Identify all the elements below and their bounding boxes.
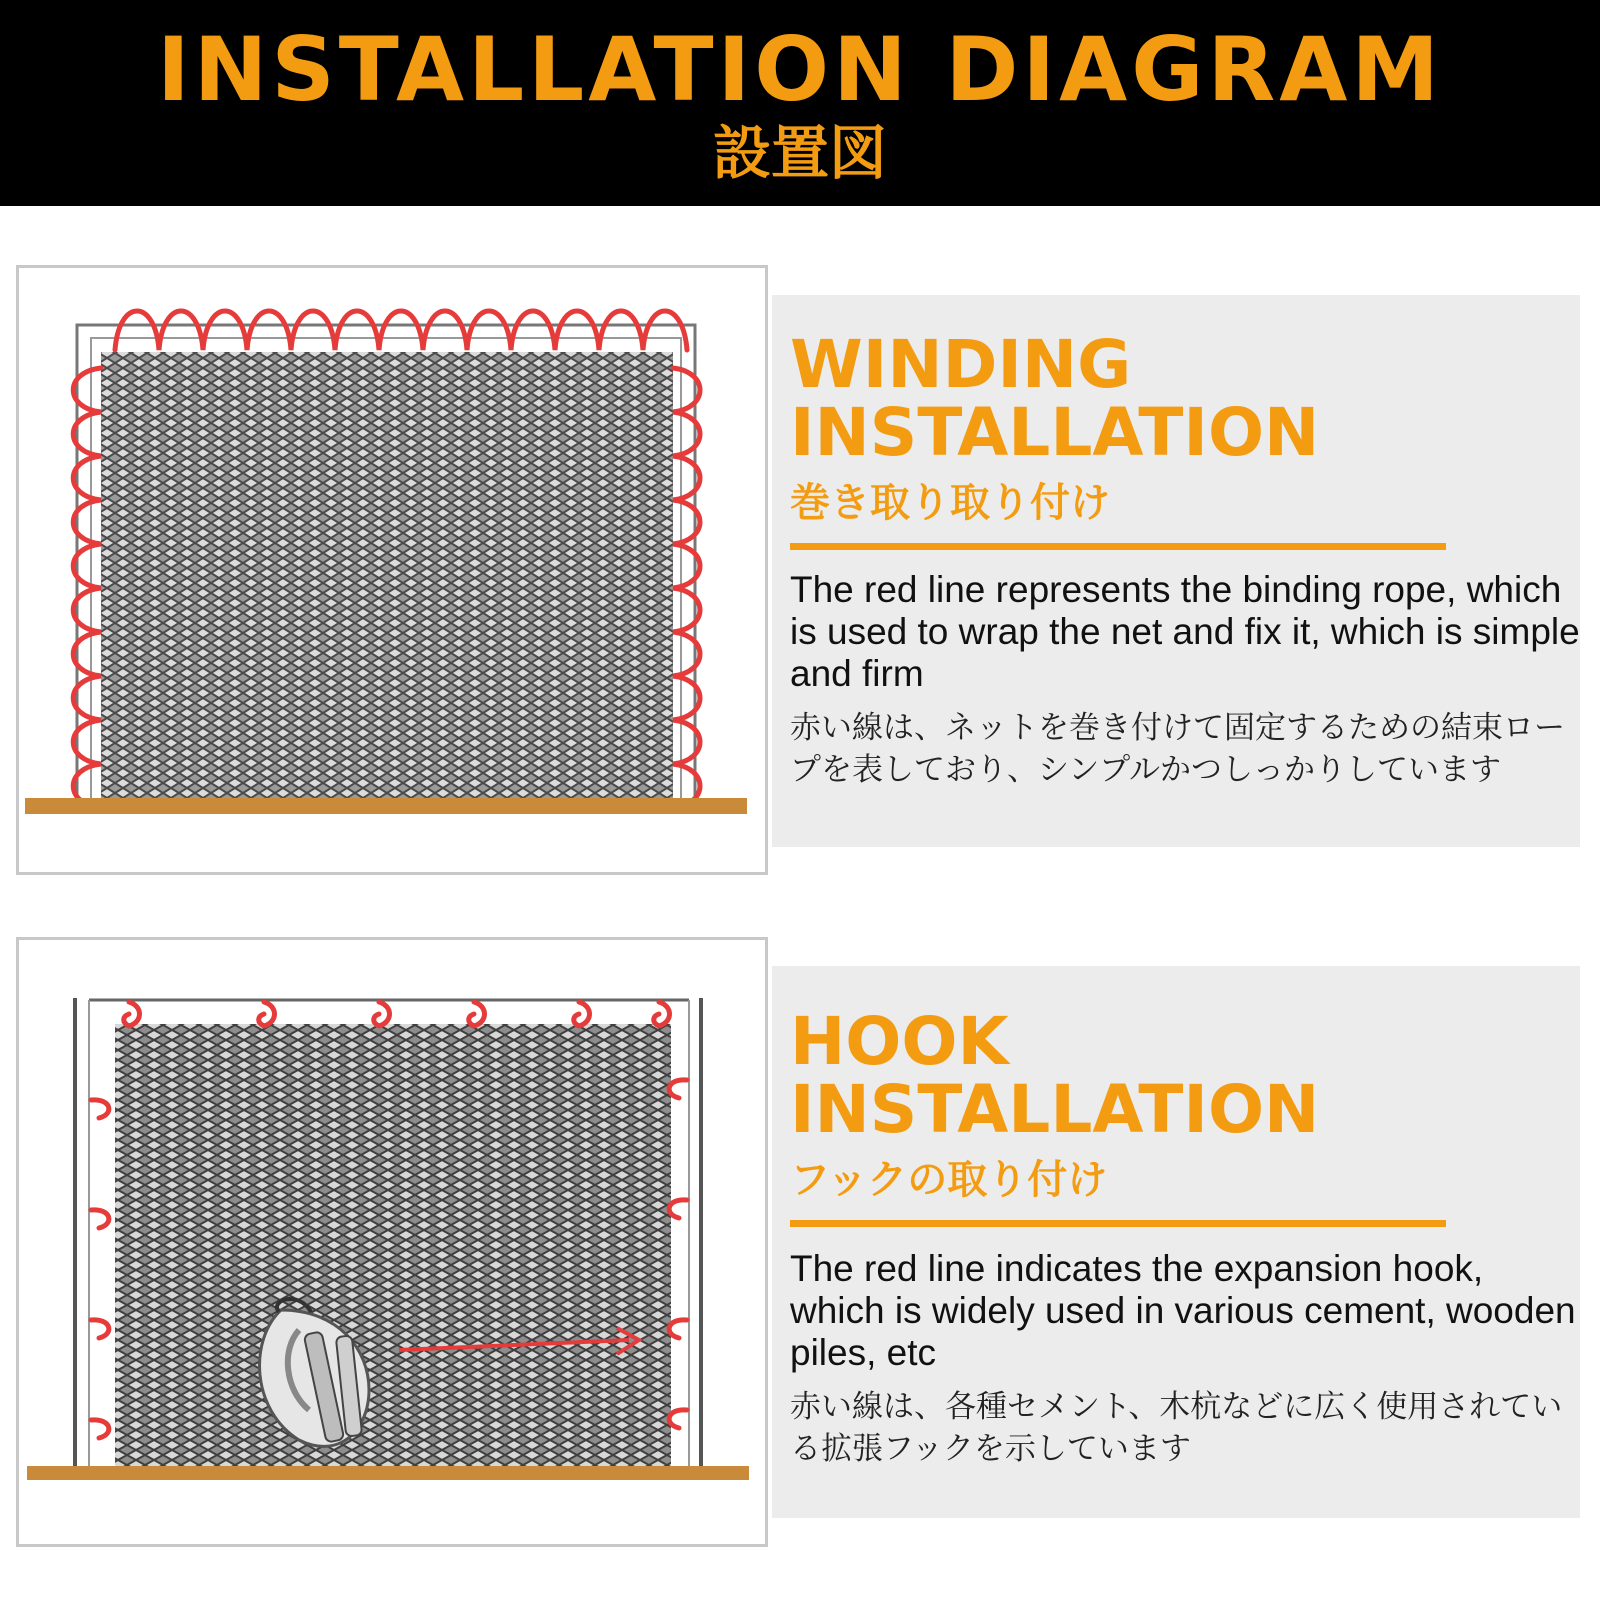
hook-illustration-frame bbox=[16, 937, 768, 1547]
ground-board bbox=[27, 1466, 749, 1480]
winding-title-line2: INSTALLATION bbox=[790, 394, 1320, 471]
hook-title-jp: フックの取り付け bbox=[790, 1157, 1108, 1203]
hook-right bbox=[669, 1080, 687, 1098]
hook-top bbox=[469, 1002, 485, 1026]
ground-board bbox=[25, 798, 747, 814]
hook-right bbox=[669, 1200, 687, 1218]
winding-panel bbox=[772, 295, 1580, 847]
hook-description-en: The red line indicates the expansion hook, which is widely used in various cement, wooden piles, etc bbox=[790, 1248, 1576, 1373]
hook-title-line2: INSTALLATION bbox=[790, 1071, 1320, 1148]
winding-divider bbox=[790, 543, 1446, 550]
winding-illustration bbox=[19, 268, 765, 872]
page-subtitle-jp: 設置図 bbox=[712, 119, 887, 187]
hook-right bbox=[669, 1410, 687, 1428]
winding-description-jp: 赤い線は、ネットを巻き付けて固定するための結束ロープを表しており、シンプルかつしっかりしています bbox=[790, 710, 1565, 788]
hook-left bbox=[91, 1100, 109, 1118]
hook-top bbox=[259, 1002, 275, 1026]
page-title: INSTALLATION DIAGRAM bbox=[157, 18, 1443, 121]
hook-top bbox=[124, 1002, 140, 1026]
hook-description-jp: 赤い線は、各種セメント、木杭などに広く使用されている拡張フックを示しています bbox=[790, 1389, 1563, 1467]
winding-title-line1: WINDING bbox=[790, 326, 1132, 403]
net-mesh bbox=[115, 1024, 671, 1472]
hook-top bbox=[374, 1002, 390, 1026]
winding-description-en: The red line represents the binding rope, which is used to wrap the net and fix it, which is simple and firm bbox=[790, 569, 1580, 694]
hook-top bbox=[574, 1002, 590, 1026]
rope-top-coil bbox=[115, 311, 687, 350]
hook-left bbox=[91, 1210, 109, 1228]
header-banner bbox=[0, 0, 1600, 206]
hook-left bbox=[91, 1420, 109, 1438]
winding-illustration-frame bbox=[16, 265, 768, 875]
binding-rope-top bbox=[115, 311, 687, 350]
hook-top bbox=[654, 1002, 670, 1026]
hook-title-line1: HOOK bbox=[790, 1003, 1009, 1080]
hook-illustration bbox=[19, 940, 765, 1544]
net-mesh bbox=[101, 352, 673, 805]
hook-left bbox=[91, 1320, 109, 1338]
hook-panel bbox=[772, 966, 1580, 1518]
hook-right bbox=[669, 1320, 687, 1338]
winding-title-jp: 巻き取り取り付け bbox=[790, 480, 1110, 526]
hook-divider bbox=[790, 1220, 1446, 1227]
